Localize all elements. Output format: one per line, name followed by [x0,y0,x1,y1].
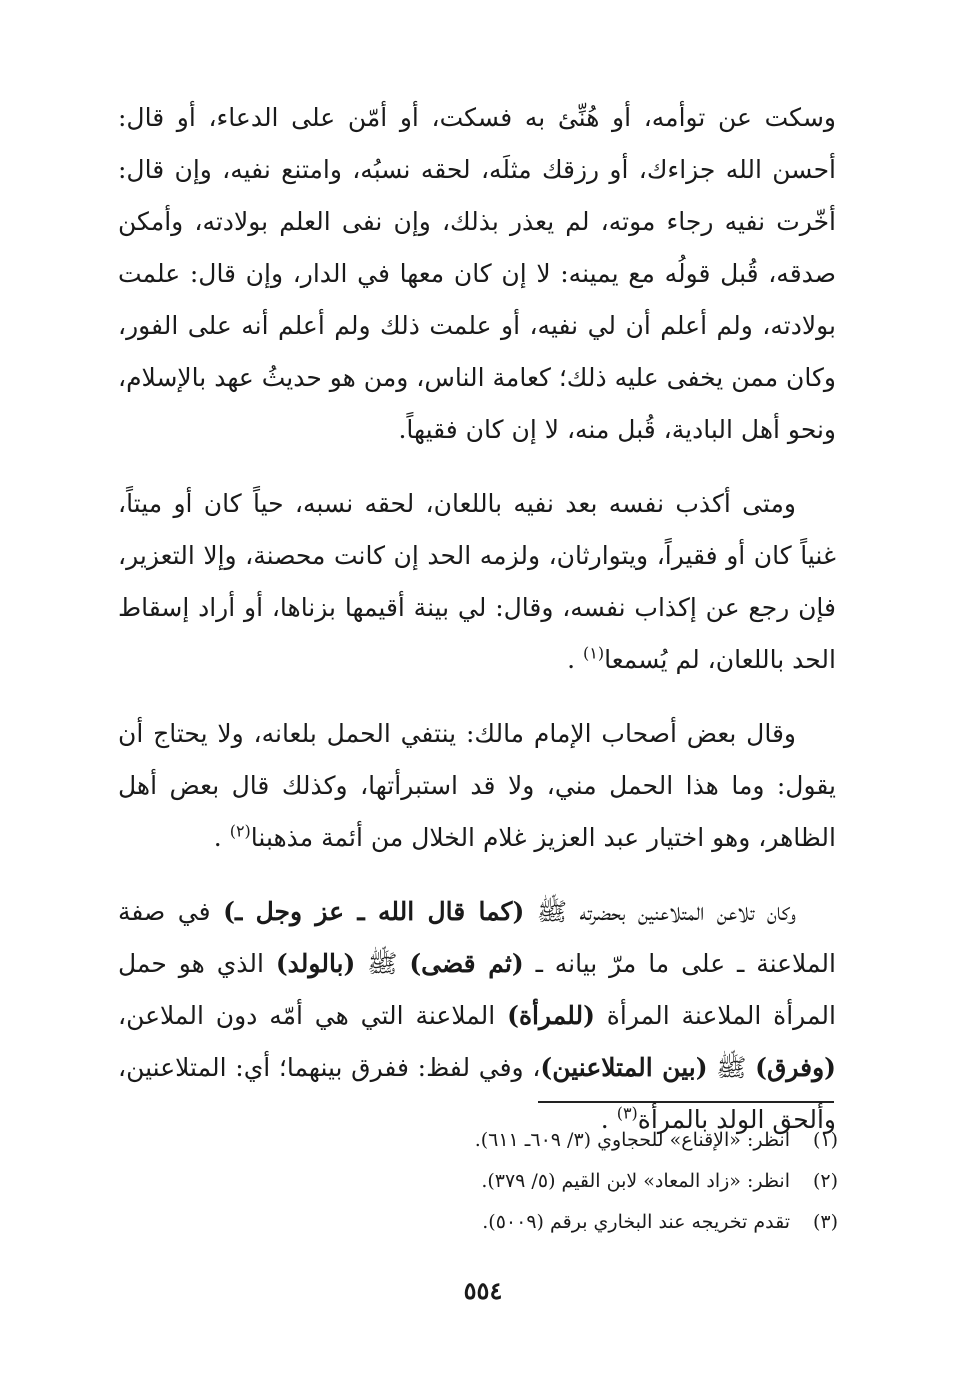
paragraph-3-end: . [213,823,222,852]
footnote-number: (٢) [812,1170,838,1192]
footnote-3 [118,1202,838,1243]
matn-quote-3: (بالولد) [275,949,356,978]
paragraph-3-text: وقال بعض أصحاب الإمام مالك: ينتفي الحمل بلعانه، ولا يحتاج أن يقول: وما هذا الحمل مني، ولا قد استبرأتها، وكذلك قال بعض أهل الظاهر، وهو اختيار عبد العزيز غلام الخلال من أئمة مذهبنا [118,719,836,852]
matn-quote-6: (بين المتلاعنين) [540,1053,708,1082]
paragraph-4-text-k: ﷺ [707,1053,756,1082]
paragraph-2-text: ومتى أكذب نفسه بعد نفيه باللعان، لحقه نسبه، حياً كان أو ميتاً، غنياً كان أو فقيراً، ويتوارثان، ولزمه الحد إن كانت محصنة، وإلا التعزير، فإن رجع عن إكذاب نفسه، وقال: لي بينة أقيمها بزناها، أو أراد إسقاط الحد باللعان، لم يُسمعا [118,489,836,674]
matn-quote-5: (وفرق) [755,1053,837,1082]
main-text [118,92,836,1168]
paragraph-4-text-g: الذي هو حمل المرأة الملاعنة المرأة [118,949,836,1030]
paragraph-4-text-m: ، وفي لفظ: ففرق بينهما؛ أي: المتلاعنين، وألحق الولد بالمرأة [118,1053,836,1134]
footnote-1 [118,1120,838,1161]
paragraph-1-text: وسكت عن توأمه، أو هُنِّئ به فسكت، أو أمّن على الدعاء، أو قال: أحسن الله جزاءك، أو رزقك مثلَه، لحقه نسبُه، وامتنع نفيه، وإن قال: أخّرت نفيه رجاء موته، لم يعذر بذلك، وإن نفى العلم بولادته، وأمكن صدقه، قُبل قولُه مع يمينه: لا إن كان معها في الدار، وإن قال: علمت بولادته، ولم أعلم أن لي نفيه، أو علمت ذلك ولم أعلم أنه على الفور، وكان ممن يخفى عليه ذلك؛ كعامة الناس، ومن هو حديثُ عهد بالإسلام، ونحو أهل البادية، قُبل منه، لا إن كان فقيهاً. [118,103,836,444]
paragraph-2 [118,478,836,686]
matn-quote-1: (كما قال الله ـ عز وجل ـ) [223,897,525,926]
footnote-text: تقدم تخريجه عند البخاري برقم (٥٠٠٩). [482,1211,790,1233]
paragraph-4-text-a: وكان تلاعن المتلاعنين بحضرته ﷺ [524,897,796,926]
matn-quote-2: (ثم قضى) [409,949,524,978]
paragraph-1 [118,92,836,456]
footnote-2 [118,1161,838,1202]
paragraph-4-text-c: في صفة الملاعنة ـ على ما مرّ بيانه ـ [118,897,836,978]
paragraph-4-text-i: الملاعنة التي هي أمّه دون الملاعن، [118,1001,508,1030]
footnote-ref-2[interactable]: (٢) [229,821,251,841]
footnote-text: انظر: «الإقناع» للحجاوي (٣/ ٦٠٩ـ ٦١١). [474,1129,790,1151]
paragraph-3 [118,708,836,864]
paragraph-2-end: . [567,645,576,674]
footnote-separator [538,1101,834,1103]
paragraph-4 [118,886,836,1146]
matn-quote-4: (للمرأة) [507,1001,595,1030]
paragraph-4-end: . [600,1105,609,1134]
page-number: ٥٥٤ [463,1276,503,1305]
footnote-ref-1[interactable]: (١) [583,643,605,663]
footnote-number: (٣) [812,1211,838,1233]
footnote-number: (١) [812,1129,838,1151]
footnote-ref-3[interactable]: (٣) [616,1103,638,1123]
footnotes [118,1120,838,1243]
paragraph-4-text-e: ﷺ [355,949,410,978]
footnote-text: انظر: «زاد المعاد» لابن القيم (٥/ ٣٧٩). [481,1170,790,1192]
